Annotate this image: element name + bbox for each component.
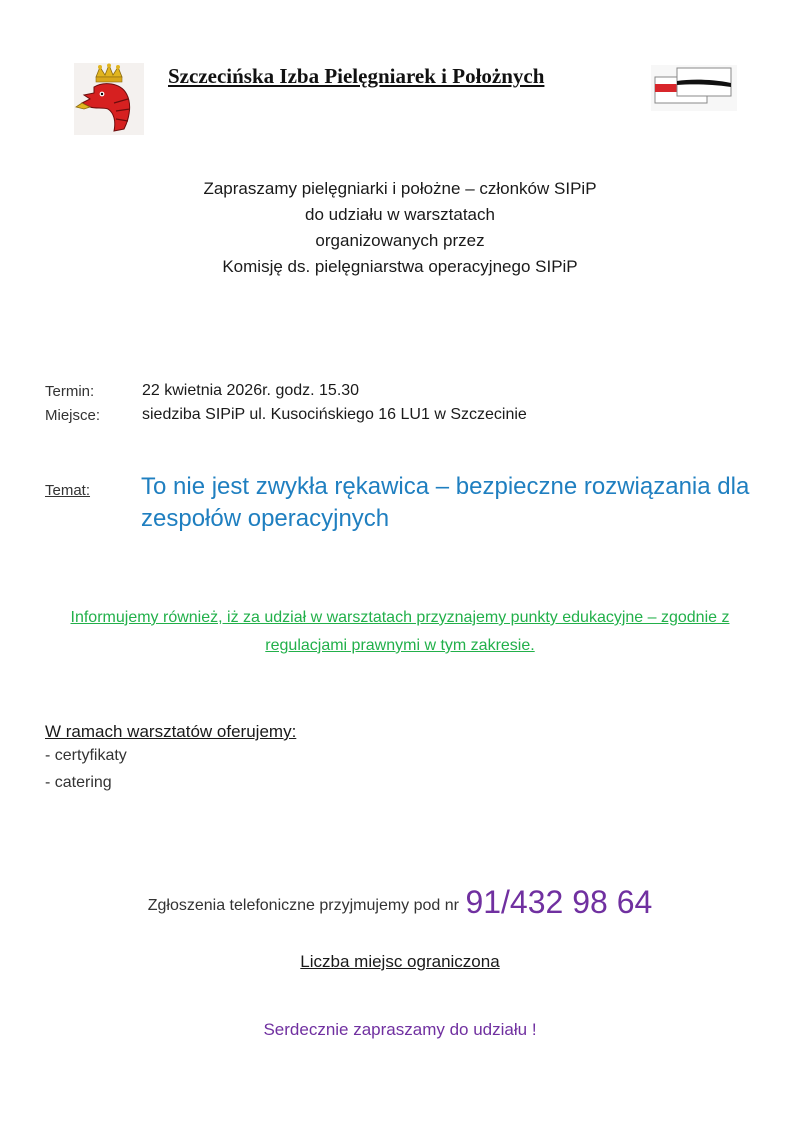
phone-number: 91/432 98 64 [465, 884, 653, 920]
date-value [142, 382, 359, 400]
intro-line: organizowanych przez [315, 231, 485, 250]
time-prefix: godz. [275, 382, 315, 399]
intro-line: Komisję ds. pielęgniarstwa operacyjnego SIPiP [222, 257, 578, 276]
place-label: Miejsce: [45, 407, 101, 424]
offer-heading: W ramach warsztatów oferujemy: [45, 722, 297, 741]
education-points-info: Informujemy również, iż za udział w warsztatach przyznajemy punkty edukacyjne – zgodnie z regulacjami prawnymi w tym zakresie. [70, 609, 730, 654]
flag-logo-icon [651, 65, 737, 111]
organization-name: Szczecińska Izba Pielęgniarek i Położnych [168, 64, 545, 88]
contact-text: Zgłoszenia telefoniczne przyjmujemy pod nr [147, 897, 459, 914]
topic-value: To nie jest zwykła rękawica – bezpieczne rozwiązania dla zespołów operacyjnych [141, 473, 750, 532]
closing-invitation: Serdecznie zapraszamy do udziału ! [263, 1020, 537, 1039]
intro-line: do udziału w warsztatach [305, 205, 495, 224]
intro-text [100, 176, 700, 280]
offer-item: - certyfikaty [45, 747, 127, 764]
intro-line: Zapraszamy pielęgniarki i położne – członków SIPiP [203, 179, 597, 198]
griffin-crest-icon [74, 63, 144, 135]
topic-label: Temat: [45, 482, 91, 499]
place-value: siedziba SIPiP ul. Kusocińskiego 16 LU1 w Szczecinie [142, 406, 527, 423]
offer-item: - catering [45, 774, 112, 791]
contact-line [0, 884, 800, 921]
time-value: 15.30 [319, 382, 360, 399]
limited-seats-notice: Liczba miejsc ograniczona [300, 952, 500, 971]
date-text: 22 kwietnia 2026r. [142, 382, 271, 399]
date-label: Termin: [45, 383, 95, 400]
